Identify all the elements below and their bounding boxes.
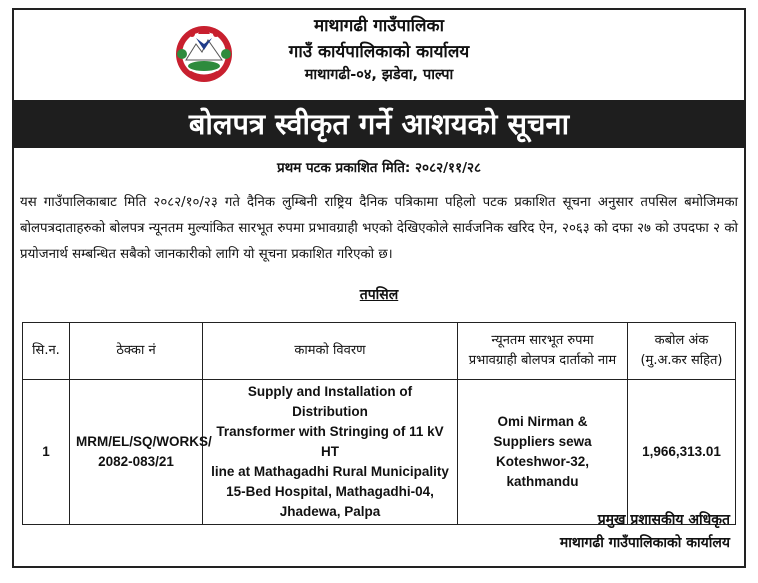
- table-header-row: [23, 323, 736, 380]
- schedule-heading: तपसिल: [359, 287, 399, 303]
- table-row: [23, 380, 736, 525]
- header-bidder-line: प्रभावग्राही बोलपत्र दार्ताको नाम: [468, 353, 617, 368]
- cell-sn: 1: [23, 380, 70, 525]
- header-bidder-line: न्यूनतम सारभूत रुपमा: [491, 333, 594, 348]
- award-table: [22, 322, 736, 525]
- cell-amount: 1,966,313.01: [628, 380, 736, 525]
- description-line: Transformer with Stringing of 11 kV HT: [216, 424, 444, 459]
- cell-bidder: [458, 380, 628, 525]
- signatory-office: माथागढी गाउँपालिकाको कार्यालय: [559, 535, 730, 551]
- header-amount: [628, 323, 736, 380]
- office-name: गाउँ कार्यपालिकाको कार्यालय: [288, 42, 470, 62]
- cell-description: [203, 380, 458, 525]
- contract-no-line: 2082-083/21: [98, 454, 174, 469]
- contract-no-line: MRM/EL/SQ/WORKS/: [76, 434, 212, 449]
- cell-contract-no: [70, 380, 212, 525]
- municipality-name: माथागढी गाउँपालिका: [313, 16, 445, 36]
- header-bidder: [458, 323, 628, 380]
- notice-title-banner: बोलपत्र स्वीकृत गर्ने आशयको सूचना: [12, 100, 746, 148]
- header-amount-line: कबोल अंक: [654, 333, 709, 348]
- office-address: माथागढी-०४, झडेवा, पाल्पा: [304, 67, 454, 83]
- bidder-line: Suppliers sewa: [493, 434, 592, 449]
- description-line: 15-Bed Hospital, Mathagadhi-04,: [226, 484, 434, 499]
- header-sn: सि.न.: [23, 323, 70, 380]
- header-amount-line: (मु.अ.कर सहित): [640, 353, 723, 368]
- header-description: कामको विवरण: [203, 323, 458, 380]
- bidder-line: Omi Nirman &: [497, 414, 588, 429]
- signatory-title: प्रमुख प्रशासकीय अधिकृत: [597, 512, 730, 528]
- header-contract-no: ठेक्का नं: [70, 323, 203, 380]
- bidder-line: Koteshwor-32, kathmandu: [495, 454, 590, 489]
- description-line: line at Mathagadhi Rural Municipality: [211, 464, 449, 479]
- description-line: Jhadewa, Palpa: [279, 504, 381, 519]
- description-line: Supply and Installation of Distribution: [247, 384, 413, 419]
- published-date: प्रथम पटक प्रकाशित मिति: २०८२/११/२८: [276, 160, 482, 176]
- notice-body-text: यस गाउँपालिकाबाट मिति २०८२/१०/२३ गते दैनिक लुम्बिनी राष्ट्रिय दैनिक पत्रिकामा पहिलो पटक प्रकाशित सूचना अनुसार तपसिल बमोजिमका बोलपत्रदाताहरुको बोलपत्र न्यूनतम मुल्यांकित सारभूत रुपमा प्रभावग्राही भएको देखिएकोले सार्वजनिक खरिद ऐन, २०६३ को दफा २७ को उपदफा २ को प्रयोजनार्थ सम्बन्धित सबैको जानकारीको लागि यो सूचना प्रकाशित गरिएको छ।: [20, 195, 738, 262]
